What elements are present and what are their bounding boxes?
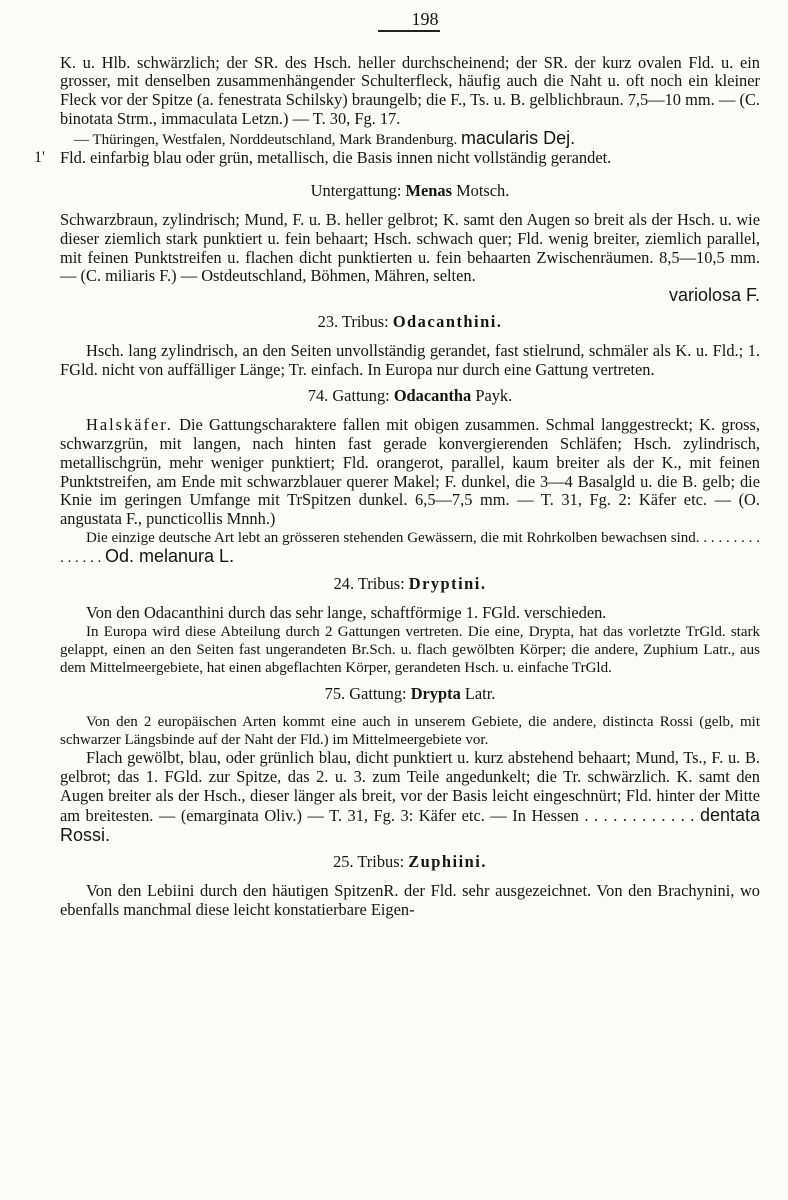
- genus-74-description: [60, 416, 760, 529]
- key-mark: 1': [34, 149, 45, 167]
- key-alternative-text: Fld. einfarbig blau oder grün, metallisch, die Basis innen nicht vollständig gerandet.: [60, 148, 612, 168]
- species-name-dentata: dentata Rossi.: [60, 804, 761, 845]
- key-alternative: [34, 148, 760, 168]
- subgenus-description: Schwarzbraun, zylindrisch; Mund, F. u. B. heller gelbrot; K. samt den Augen so breit als der Hsch. u. wie dieser ziemlich stark punktiert u. fein behaart; Hsch. schwach quer; Fld. wenig breiter, ziemlich parallel, mit feinen Punktstreifen u. flachen dicht punktierten u. fein behaarten Zwischenräumen. 8,5—10,5 mm. — (C. miliaris F.) — Ostdeutschland, Böhmen, Mähren, selten.: [60, 210, 760, 286]
- tribe-23-description: Hsch. lang zylindrisch, an den Seiten unvollständig gerandet, fast stielrund, schmäler als K. u. Fld.; 1. FGld. nicht von auffälliger Länge; Tr. einfach. In Europa nur durch eine Gattung vertreten.: [60, 340, 760, 379]
- tribe-24-heading: [60, 575, 760, 594]
- tribe-24-description: Von den Odacanthini durch das sehr lange, schaftförmige 1. FGld. verschieden.: [86, 602, 607, 622]
- genus-75-name: Drypta: [410, 683, 461, 703]
- species-name-variolosa: variolosa F.: [668, 285, 760, 306]
- genus-74-text: Die Gattungscharaktere fallen mit obigen zusammen. Schmal langgestreckt; K. gross, schwarzgrün, mit langen, nach hinten fast gerade konvergierenden Schläfen; Hsch. zylindrisch, metallischgrün, mehr weniger punktiert; Fld. orangerot, parallel, kaum breiter als der K., mit feinen Punktstreifen, am Ende mit schwarzblauer querer Makel; F. dunkel, die 3—4 Basalgld u. die B. gelb; die Knie im geringen Umfange mit TrSpitzen dunkel. 6,5—7,5 mm. — T. 31, Fg. 2: Käfer etc. — (O. angustata F., puncticollis Mnnh.): [60, 415, 760, 529]
- genus-75-description: Flach gewölbt, blau, oder grünlich blau, dicht punktiert u. kurz abstehend behaart; Mund, Ts., F. u. B. gelbrot; das 1. FGld. zur Spitze, das 2. u. 3. zum Teile angedunkelt; die Tr. schwärzlich. K. samt den Augen breiter als der Hsch., dieser länger als breit, vor der Basis leicht eingeschnürt; Fld. hinter der Mitte am breitesten. — (emarginata Oliv.) — T. 31, Fg. 3: Käfer etc. — In Hessen . . . . . . . . . . . . dentata Rossi.: [60, 748, 761, 845]
- subgenus-author: Motsch.: [456, 181, 510, 201]
- tribe-24-name: Dryptini.: [408, 574, 487, 594]
- genus-75-heading: [60, 685, 760, 704]
- subgenus-heading: [60, 182, 760, 201]
- page-number-rule: [378, 30, 440, 32]
- subgenus-prefix: Untergattung:: [310, 181, 402, 201]
- tribe-24-note: In Europa wird diese Abteilung durch 2 Gattungen vertreten. Die eine, Drypta, hat das vorletzte TrGld. stark gelappt, einen an den Seiten fast ungerandeten Br.Sch. u. flach gewölbten Körper; die andere, Zuphium Latr., aus dem Mittelmeergebiete, hat einen abgeflachten Körper, gerandeten Hsch. u. einfache TrGld.: [60, 623, 760, 676]
- genus-74-name: Odacantha: [393, 386, 472, 406]
- tribe-23-heading: [60, 313, 760, 332]
- genus-75-prefix: 75. Gattung:: [324, 683, 407, 703]
- tribe-24-prefix: 24. Tribus:: [333, 574, 405, 594]
- range-text: — Thüringen, Westfalen, Norddeutschland, Mark Brandenburg.: [74, 131, 458, 148]
- subgenus-name: Menas: [405, 181, 452, 201]
- tribe-25-description: Von den Lebiini durch den häutigen SpitzenR. der Fld. sehr ausgezeichnet. Von den Brachynini, wo ebenfalls manchmal diese leicht konstatierbare Eigen-: [60, 881, 760, 919]
- tribe-25-name: Zuphiini.: [408, 852, 487, 872]
- page-number: 198: [411, 9, 439, 29]
- dot-leader: . . . . . . . . . . . . . .: [60, 530, 760, 567]
- genus-74-lead: Halskäfer.: [86, 415, 173, 435]
- tribe-23-name: Odacanthini.: [392, 312, 503, 332]
- dot-leader: . . . . . . . . . . . .: [584, 805, 695, 825]
- species-description-binotata: K. u. Hlb. schwärzlich; der SR. des Hsch. heller durchscheinend; der SR. der kurz ovalen Fld. u. ein grosser, mit denselben zusammenhängender Schulterfleck, häufig auch die Naht u. oft noch ein kleiner Fleck vor der Spitze (a. fenestrata Schilsky) braungelb; die F., Ts. u. B. gelblichbraun. 7,5—10 mm. — (C. binotata Strm., immaculata Letzn.) — T. 30, Fg. 17.: [60, 52, 760, 128]
- genus-75-author: Latr.: [464, 683, 496, 703]
- tribe-23-prefix: 23. Tribus:: [317, 312, 389, 332]
- tribe-25-prefix: 25. Tribus:: [333, 852, 405, 872]
- range-line: [74, 129, 760, 150]
- tribe-25-heading: [60, 853, 760, 872]
- genus-74-heading: [60, 387, 760, 406]
- genus-75-intro: Von den 2 europäischen Arten kommt eine auch in unserem Gebiete, die andere, distincta Rossi (gelb, mit schwarzer Längsbinde auf der Naht der Fld.) im Mittelmeergebiete vor.: [60, 714, 760, 749]
- genus-74-author: Payk.: [475, 386, 513, 406]
- genus-74-note: Die einzige deutsche Art lebt an grösseren stehenden Gewässern, die mit Rohrkolben bewachsen sind. . . . . . . . . . . . . . . Od. melanura L.: [60, 530, 760, 567]
- species-name-melanura: Od. melanura L.: [105, 546, 235, 567]
- book-page: [34, 8, 761, 920]
- species-name-macularis: macularis Dej.: [461, 127, 576, 148]
- genus-74-prefix: 74. Gattung:: [307, 386, 390, 406]
